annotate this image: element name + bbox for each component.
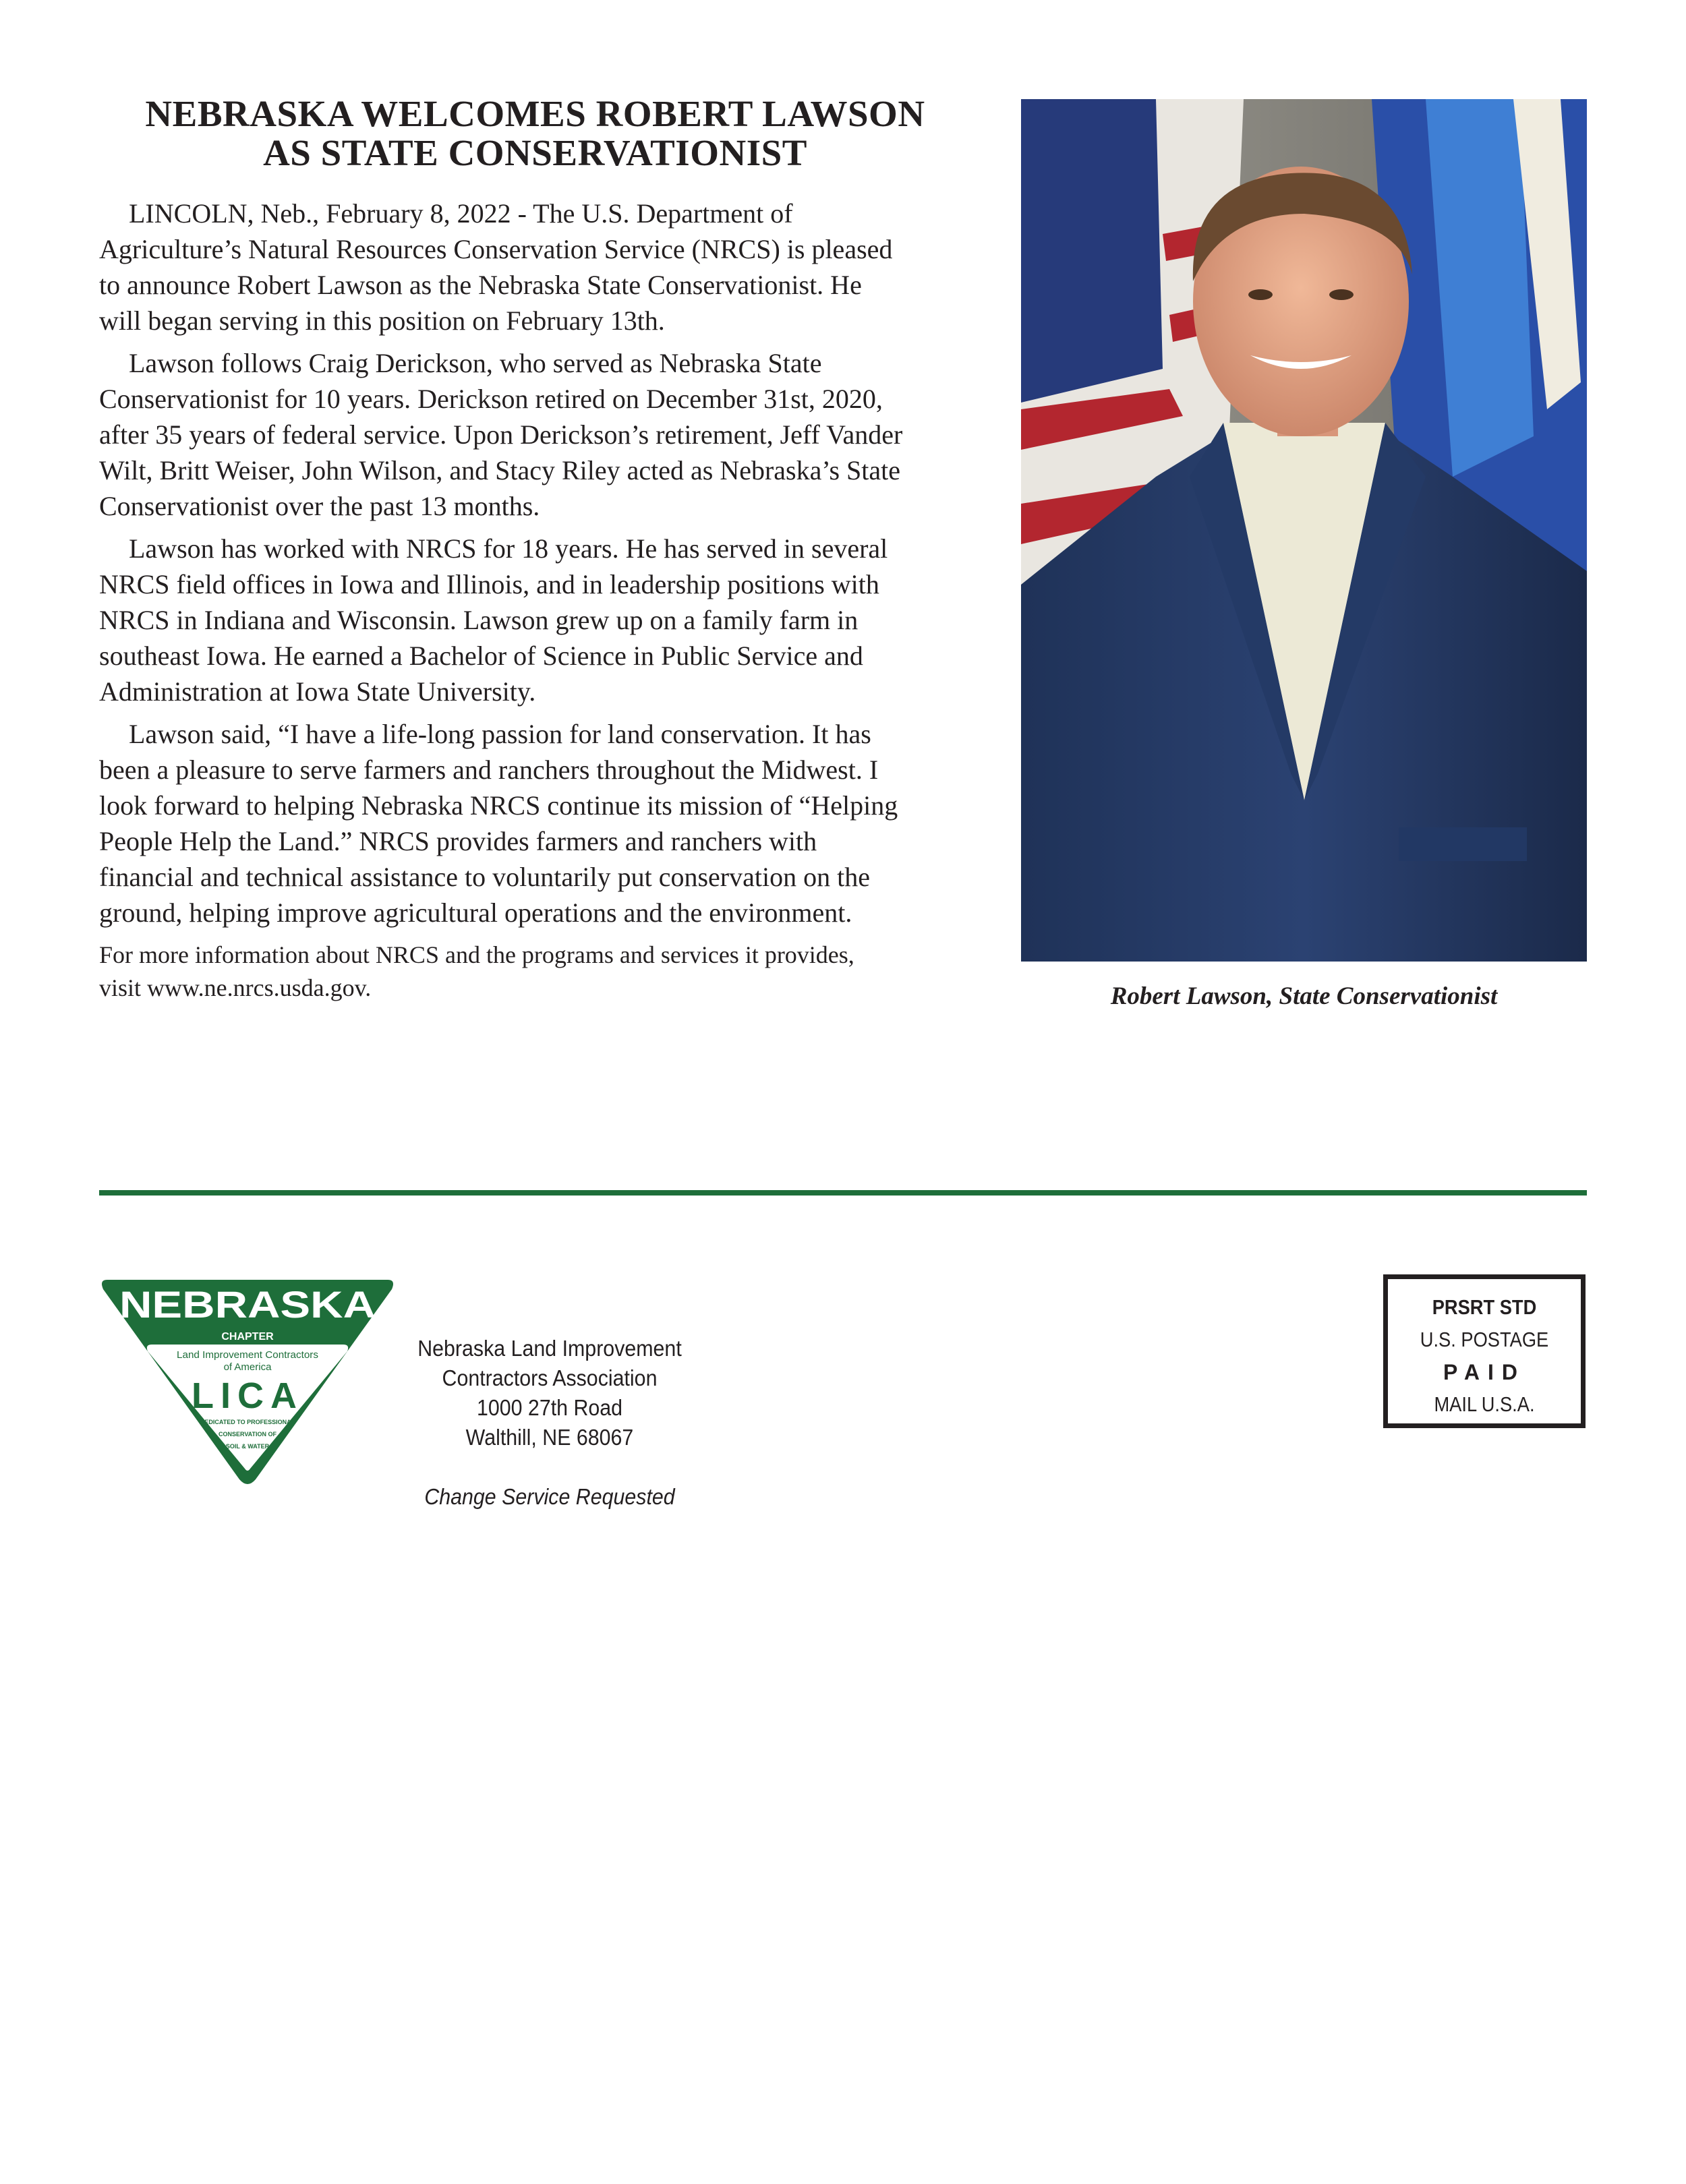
paragraph-line: Lawson said, “I have a life-long passion for land conservation. It has — [129, 719, 871, 749]
paragraph-line: Administration at Iowa State University. — [99, 676, 536, 707]
article-paragraph — [99, 345, 976, 524]
article-title — [99, 94, 971, 173]
logo-org-text: Land Improvement Contractors — [177, 1349, 318, 1361]
paragraph-line: Agriculture’s Natural Resources Conservation Service (NRCS) is pleased — [99, 234, 893, 264]
address-line: 1000 27th Road — [476, 1395, 623, 1420]
paragraph-line: People Help the Land.” NRCS provides farmers and ranchers with — [99, 826, 817, 856]
more-info-note — [99, 939, 976, 1005]
change-service-requested: Change Service Requested — [424, 1484, 675, 1509]
postage-class: PRSRT STD — [1432, 1295, 1537, 1319]
logo-org-text-2: of America — [223, 1361, 272, 1373]
paragraph-line: Wilt, Britt Weiser, John Wilson, and Stacy Riley acted as Nebraska’s State — [99, 455, 901, 485]
article-paragraph — [99, 531, 976, 709]
paragraph-line: NRCS in Indiana and Wisconsin. Lawson grew up on a family farm in — [99, 605, 859, 635]
title-line: AS STATE CONSERVATIONIST — [263, 132, 807, 173]
paragraph-line: southeast Iowa. He earned a Bachelor of Science in Public Service and — [99, 641, 863, 671]
paragraph-line: ground, helping improve agricultural operations and the environment. — [99, 897, 852, 928]
logo-tagline: CONSERVATION OF — [218, 1431, 277, 1438]
paragraph-line: Conservationist for 10 years. Derickson retired on December 31st, 2020, — [99, 384, 883, 414]
photo-caption: Robert Lawson, State Conservationist — [1110, 982, 1498, 1010]
postage-paid: PAID — [1443, 1360, 1526, 1384]
postage-line: U.S. POSTAGE — [1420, 1328, 1549, 1351]
note-line: For more information about NRCS and the programs and services it provides, — [99, 941, 854, 968]
postage-line: MAIL U.S.A. — [1434, 1392, 1535, 1416]
paragraph-line: after 35 years of federal service. Upon Derickson’s retirement, Jeff Vander — [99, 419, 903, 450]
logo-chapter-text: CHAPTER — [221, 1331, 274, 1342]
paragraph-line: financial and technical assistance to voluntarily put conservation on the — [99, 862, 870, 892]
return-address — [391, 1334, 707, 1512]
portrait-photo — [1021, 99, 1587, 962]
paragraph-line: been a pleasure to serve farmers and ranchers throughout the Midwest. I — [99, 755, 879, 785]
paragraph-line: will began serving in this position on February 13th. — [99, 305, 665, 336]
title-line: NEBRASKA WELCOMES ROBERT LAWSON — [145, 93, 925, 134]
postage-indicia — [1383, 1274, 1586, 1428]
logo-tagline: DEDICATED TO PROFESSIONAL — [200, 1419, 295, 1425]
address-line: Contractors Association — [442, 1365, 658, 1390]
lica-logo — [98, 1273, 398, 1486]
logo-lica-text: LICA — [192, 1376, 303, 1416]
paragraph-line: to announce Robert Lawson as the Nebraska State Conservationist. He — [99, 270, 862, 300]
paragraph-line: Conservationist over the past 13 months. — [99, 491, 540, 521]
address-line: Walthill, NE 68067 — [465, 1425, 634, 1450]
section-divider — [99, 1190, 1587, 1196]
logo-tagline: SOIL & WATER — [225, 1443, 270, 1450]
note-line: visit www.ne.nrcs.usda.gov. — [99, 974, 372, 1001]
article-paragraph — [99, 196, 976, 338]
paragraph-line: NRCS field offices in Iowa and Illinois, and in leadership positions with — [99, 569, 879, 599]
article-paragraph — [99, 716, 976, 931]
paragraph-line: Lawson follows Craig Derickson, who served as Nebraska State — [129, 348, 822, 378]
address-line: Nebraska Land Improvement — [417, 1336, 682, 1361]
article-body — [99, 196, 976, 1011]
logo-nebraska-text: NEBRASKA — [119, 1283, 376, 1326]
paragraph-line: look forward to helping Nebraska NRCS continue its mission of “Helping — [99, 790, 898, 821]
paragraph-line: LINCOLN, Neb., February 8, 2022 - The U.S. Department of — [129, 198, 793, 229]
paragraph-line: Lawson has worked with NRCS for 18 years. He has served in several — [129, 533, 888, 564]
